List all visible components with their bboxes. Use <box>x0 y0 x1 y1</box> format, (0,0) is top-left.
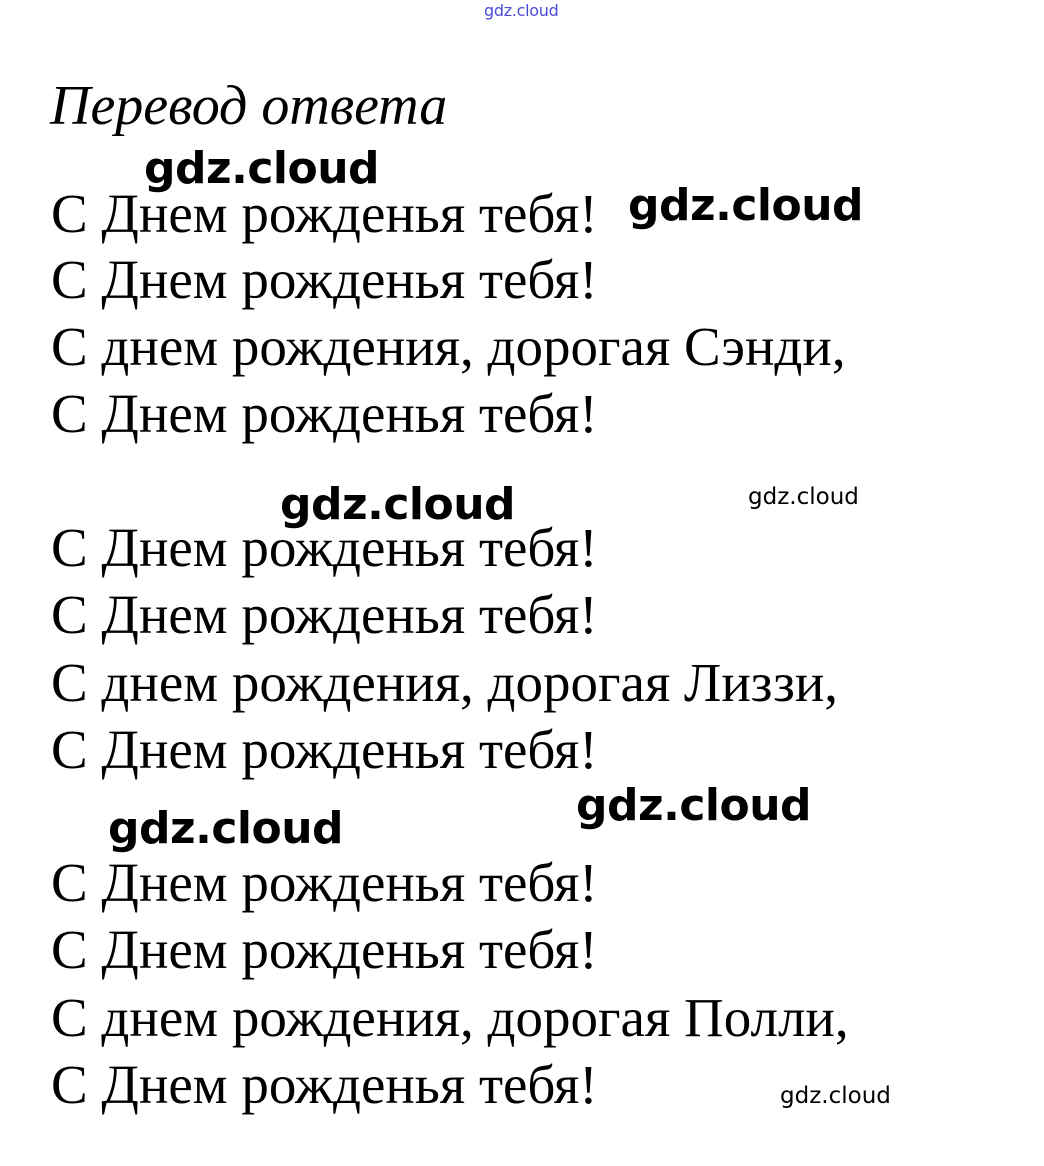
watermark: gdz.cloud <box>280 479 516 530</box>
verse-2-line-1: С Днем рожденья тебя! <box>51 517 598 578</box>
page-title: Перевод ответа <box>50 75 448 137</box>
verse-1-line-3: С днем рождения, дорогая Сэнди, <box>51 316 846 377</box>
verse-3-line-3: С днем рождения, дорогая Полли, <box>51 987 849 1048</box>
watermark: gdz.cloud <box>780 1083 891 1109</box>
watermark: gdz.cloud <box>108 803 344 854</box>
verse-1-line-4: С Днем рожденья тебя! <box>51 383 598 444</box>
verse-2-line-4: С Днем рожденья тебя! <box>51 719 598 780</box>
verse-1-line-2: С Днем рожденья тебя! <box>51 249 598 310</box>
top-watermark: gdz.cloud <box>484 1 559 20</box>
watermark: gdz.cloud <box>576 780 812 831</box>
verse-2-line-2: С Днем рожденья тебя! <box>51 584 598 645</box>
verse-2-line-3: С днем рождения, дорогая Лиззи, <box>51 652 839 713</box>
watermark: gdz.cloud <box>628 180 864 231</box>
verse-3-line-1: С Днем рожденья тебя! <box>51 852 598 913</box>
verse-1-line-1: С Днем рожденья тебя! <box>51 183 598 244</box>
verse-3-line-4: С Днем рожденья тебя! <box>51 1054 598 1115</box>
verse-3-line-2: С Днем рожденья тебя! <box>51 919 598 980</box>
watermark: gdz.cloud <box>144 143 380 194</box>
watermark: gdz.cloud <box>748 484 859 510</box>
